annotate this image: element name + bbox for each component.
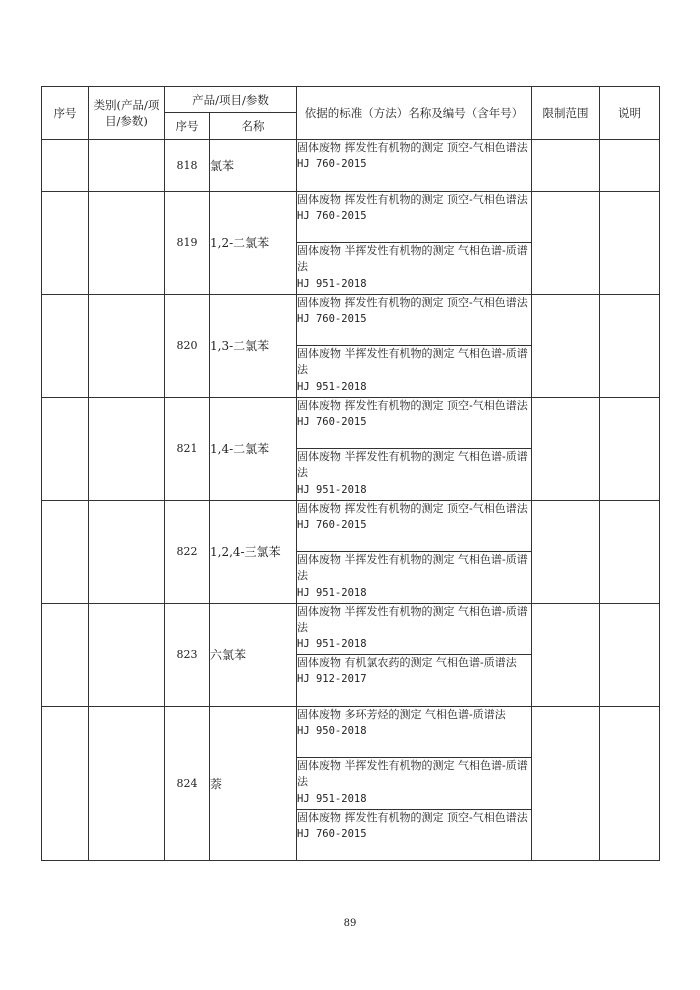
standard-title: 固体废物 挥发性有机物的测定 顶空-气相色谱法 [297, 141, 528, 154]
standard-cell [297, 603, 532, 655]
limit-cell [532, 294, 600, 397]
standard-cell [297, 294, 532, 346]
standard-title: 固体废物 半挥发性有机物的测定 气相色谱-质谱法 [297, 759, 528, 789]
note-cell [600, 191, 660, 294]
item-name: 1,4-二氯苯 [210, 397, 297, 500]
standard-code: HJ 760-2015 [297, 518, 367, 531]
table-row [42, 603, 660, 655]
note-cell [600, 294, 660, 397]
standard-cell [297, 552, 532, 604]
limit-cell [532, 397, 600, 500]
category-cell [89, 603, 165, 706]
category-cell [89, 500, 165, 603]
note-cell [600, 140, 660, 192]
item-number: 821 [165, 397, 210, 500]
item-number: 819 [165, 191, 210, 294]
standard-cell [297, 758, 532, 810]
seq-cell [42, 706, 89, 861]
note-cell [600, 500, 660, 603]
standard-code: HJ 951-2018 [297, 792, 367, 805]
standard-code: HJ 951-2018 [297, 277, 367, 290]
standard-cell [297, 191, 532, 243]
header-standard: 依据的标准（方法）名称及编号（含年号） [297, 87, 532, 140]
standard-code: HJ 951-2018 [297, 586, 367, 599]
standard-title: 固体废物 半挥发性有机物的测定 气相色谱-质谱法 [297, 244, 528, 274]
table-row [42, 140, 660, 192]
standard-cell [297, 449, 532, 501]
standard-title: 固体废物 多环芳烃的测定 气相色谱-质谱法 [297, 707, 506, 721]
standard-code: HJ 912-2017 [297, 673, 367, 686]
standard-code: HJ 760-2015 [297, 158, 367, 171]
item-number: 823 [165, 603, 210, 706]
seq-cell [42, 294, 89, 397]
standard-title: 固体废物 半挥发性有机物的测定 气相色谱-质谱法 [297, 347, 528, 377]
table-row [42, 191, 660, 243]
item-number: 820 [165, 294, 210, 397]
table-row [42, 294, 660, 346]
item-name: 1,3-二氯苯 [210, 294, 297, 397]
header-seq: 序号 [42, 87, 89, 140]
standard-title: 固体废物 挥发性有机物的测定 顶空-气相色谱法 [297, 398, 528, 412]
standard-cell [297, 397, 532, 449]
seq-cell [42, 191, 89, 294]
standard-cell [297, 243, 532, 295]
standard-code: HJ 760-2015 [297, 827, 367, 840]
seq-cell [42, 397, 89, 500]
table-body [42, 140, 660, 861]
category-cell [89, 191, 165, 294]
header-limit: 限制范围 [532, 87, 600, 140]
limit-cell [532, 191, 600, 294]
header-sub-seq: 序号 [165, 113, 210, 140]
item-name: 1,2,4-三氯苯 [210, 500, 297, 603]
standard-cell [297, 706, 532, 758]
header-category: 类别(产品/项目/参数) [89, 87, 165, 140]
standard-code: HJ 760-2015 [297, 415, 367, 428]
header-product-group: 产品/项目/参数 [165, 87, 297, 113]
standards-table [41, 86, 660, 861]
item-number: 818 [165, 140, 210, 192]
standard-title: 固体废物 挥发性有机物的测定 顶空-气相色谱法 [297, 810, 528, 824]
item-name: 1,2-二氯苯 [210, 191, 297, 294]
limit-cell [532, 603, 600, 706]
table-header [42, 87, 660, 140]
header-note: 说明 [600, 87, 660, 140]
note-cell [600, 706, 660, 861]
category-cell [89, 140, 165, 192]
standard-code: HJ 950-2018 [297, 724, 367, 737]
standard-title: 固体废物 半挥发性有机物的测定 气相色谱-质谱法 [297, 553, 528, 583]
standard-code: HJ 951-2018 [297, 638, 367, 651]
seq-cell [42, 500, 89, 603]
standard-cell [297, 655, 532, 707]
table-row [42, 706, 660, 758]
standard-title: 固体废物 挥发性有机物的测定 顶空-气相色谱法 [297, 295, 528, 309]
standard-title: 固体废物 半挥发性有机物的测定 气相色谱-质谱法 [297, 450, 528, 480]
item-number: 824 [165, 706, 210, 861]
table-row [42, 397, 660, 449]
standard-code: HJ 760-2015 [297, 312, 367, 325]
header-sub-name: 名称 [210, 113, 297, 140]
standard-code: HJ 760-2015 [297, 209, 367, 222]
standard-title: 固体废物 挥发性有机物的测定 顶空-气相色谱法 [297, 501, 528, 515]
standard-cell [297, 809, 532, 861]
standard-title: 固体废物 挥发性有机物的测定 顶空-气相色谱法 [297, 192, 528, 206]
note-cell [600, 603, 660, 706]
seq-cell [42, 140, 89, 192]
limit-cell [532, 706, 600, 861]
seq-cell [42, 603, 89, 706]
table-row [42, 500, 660, 552]
category-cell [89, 397, 165, 500]
page-number: 89 [343, 918, 357, 929]
category-cell [89, 706, 165, 861]
item-name: 六氯苯 [210, 603, 297, 706]
standard-title: 固体废物 半挥发性有机物的测定 气相色谱-质谱法 [297, 604, 528, 634]
standard-title: 固体废物 有机氯农药的测定 气相色谱-质谱法 [297, 656, 517, 669]
limit-cell [532, 140, 600, 192]
category-cell [89, 294, 165, 397]
item-name: 萘 [210, 706, 297, 861]
item-number: 822 [165, 500, 210, 603]
note-cell [600, 397, 660, 500]
standard-cell [297, 500, 532, 552]
standard-cell [297, 346, 532, 398]
limit-cell [532, 500, 600, 603]
item-name: 氯苯 [210, 140, 297, 192]
standard-code: HJ 951-2018 [297, 483, 367, 496]
standard-cell [297, 140, 532, 192]
standard-code: HJ 951-2018 [297, 380, 367, 393]
